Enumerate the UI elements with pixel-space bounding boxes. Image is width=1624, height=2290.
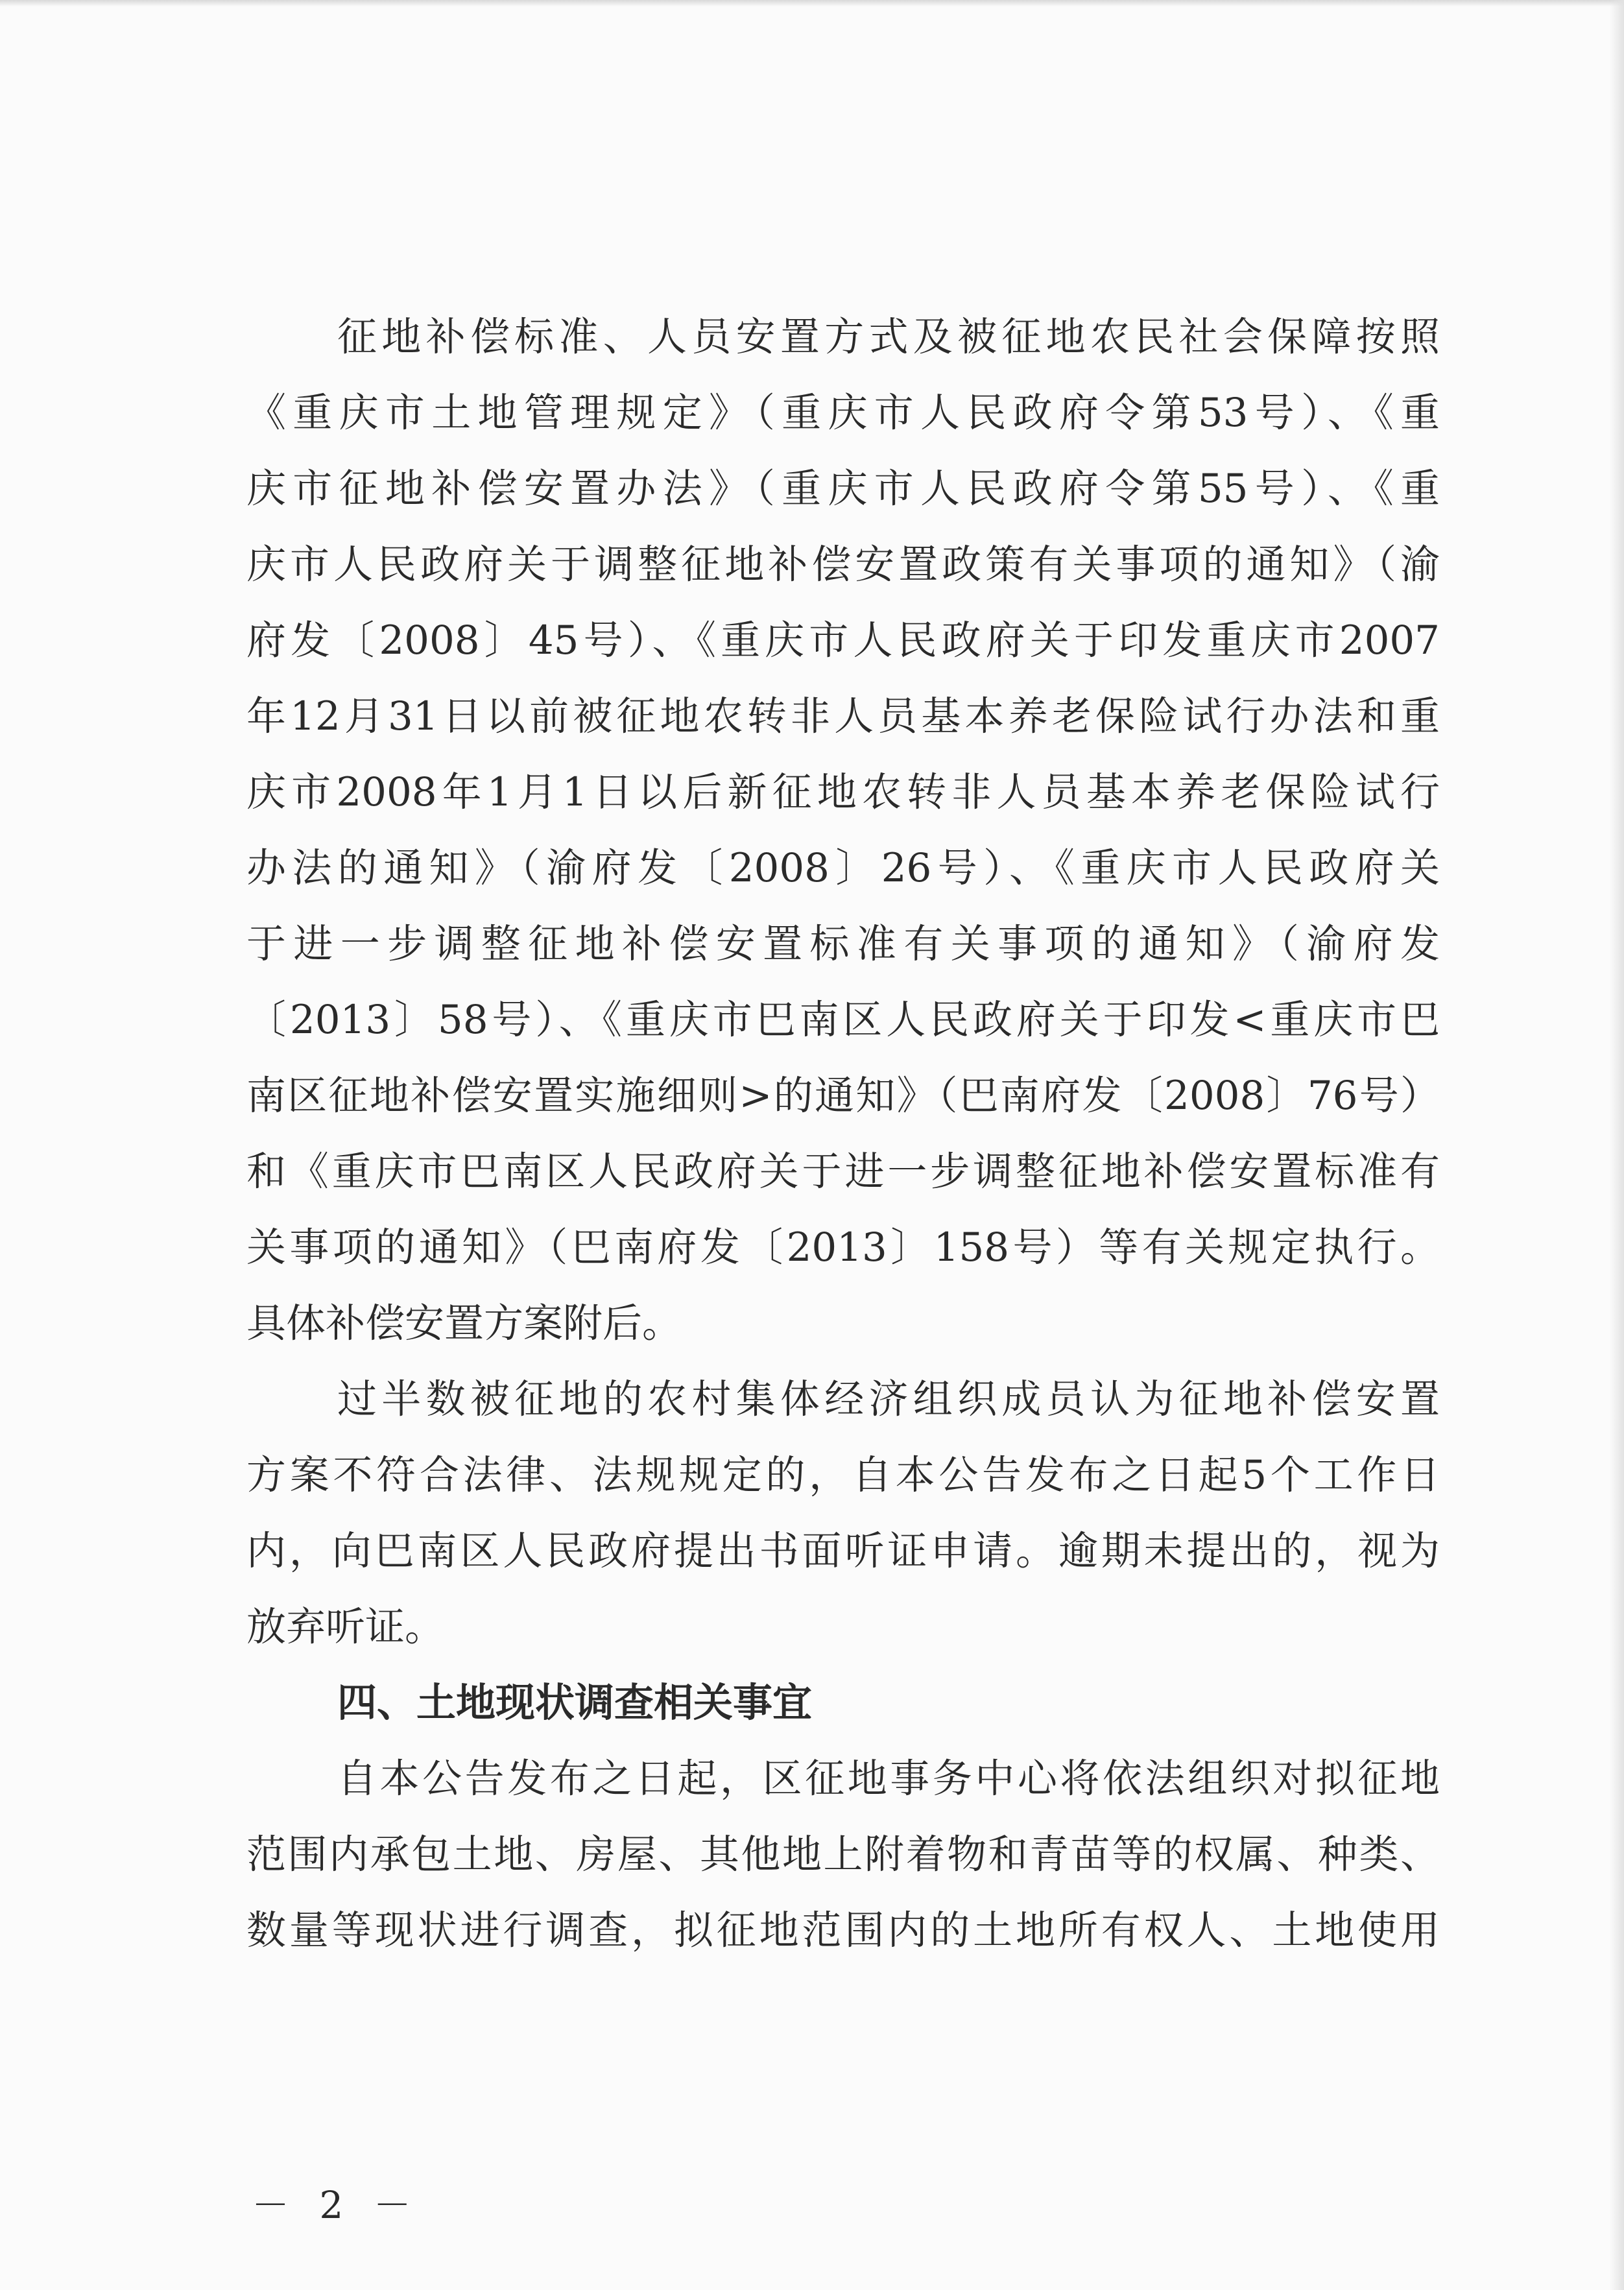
paragraph-1-line-14: 具体补偿安置方案附后。 [246,1300,682,1346]
paragraph-1-line-2: 《重庆市土地管理规定》（重庆市人民政府令第53号）、《重 [246,390,1440,436]
paragraph-2-line-3: 内，向巴南区人民政府提出书面听证申请。逾期未提出的，视为 [246,1528,1440,1574]
paragraph-3-line-3: 数量等现状进行调查，拟征地范围内的土地所有权人、土地使用 [246,1907,1440,1953]
paragraph-1-line-11: 南区征地补偿安置实施细则>的通知》（巴南府发〔2008〕76号） [246,1073,1440,1119]
paragraph-3-line-1: 自本公告发布之日起，区征地事务中心将依法组织对拟征地 [337,1756,1440,1802]
paragraph-1-line-13: 关事项的通知》（巴南府发〔2013〕158号）等有关规定执行。 [246,1224,1440,1270]
page-number: － 2 － [252,2183,420,2227]
paragraph-1-line-8: 办法的通知》（渝府发〔2008〕26号）、《重庆市人民政府关 [246,845,1440,891]
section-heading: 四、土地现状调查相关事宜 [337,1680,813,1726]
paragraph-2-line-1: 过半数被征地的农村集体经济组织成员认为征地补偿安置 [337,1376,1440,1422]
paragraph-1-line-1: 征地补偿标准、人员安置方式及被征地农民社会保障按照 [337,314,1440,360]
paragraph-1-line-7: 庆市2008年1月1日以后新征地农转非人员基本养老保险试行 [246,769,1440,815]
paragraph-1-line-4: 庆市人民政府关于调整征地补偿安置政策有关事项的通知》（渝 [246,542,1440,588]
paragraph-1-line-5: 府发〔2008〕45号）、《重庆市人民政府关于印发重庆市2007 [246,617,1440,663]
paragraph-2-line-2: 方案不符合法律、法规规定的，自本公告发布之日起5个工作日 [246,1452,1440,1498]
scan-shadow-top [0,0,1624,6]
paragraph-1-line-12: 和《重庆市巴南区人民政府关于进一步调整征地补偿安置标准有 [246,1149,1440,1195]
paragraph-3-line-2: 范围内承包土地、房屋、其他地上附着物和青苗等的权属、种类、 [246,1831,1440,1878]
paragraph-1-line-9: 于进一步调整征地补偿安置标准有关事项的通知》（渝府发 [246,921,1440,967]
paragraph-1-line-10: 〔2013〕58号）、《重庆市巴南区人民政府关于印发<重庆市巴 [246,997,1440,1043]
paragraph-1-line-3: 庆市征地补偿安置办法》（重庆市人民政府令第55号）、《重 [246,466,1440,512]
paragraph-2-line-4: 放弃听证。 [246,1604,445,1650]
scan-shadow-right [1610,0,1624,2290]
paragraph-1-line-6: 年12月31日以前被征地农转非人员基本养老保险试行办法和重 [246,693,1440,739]
